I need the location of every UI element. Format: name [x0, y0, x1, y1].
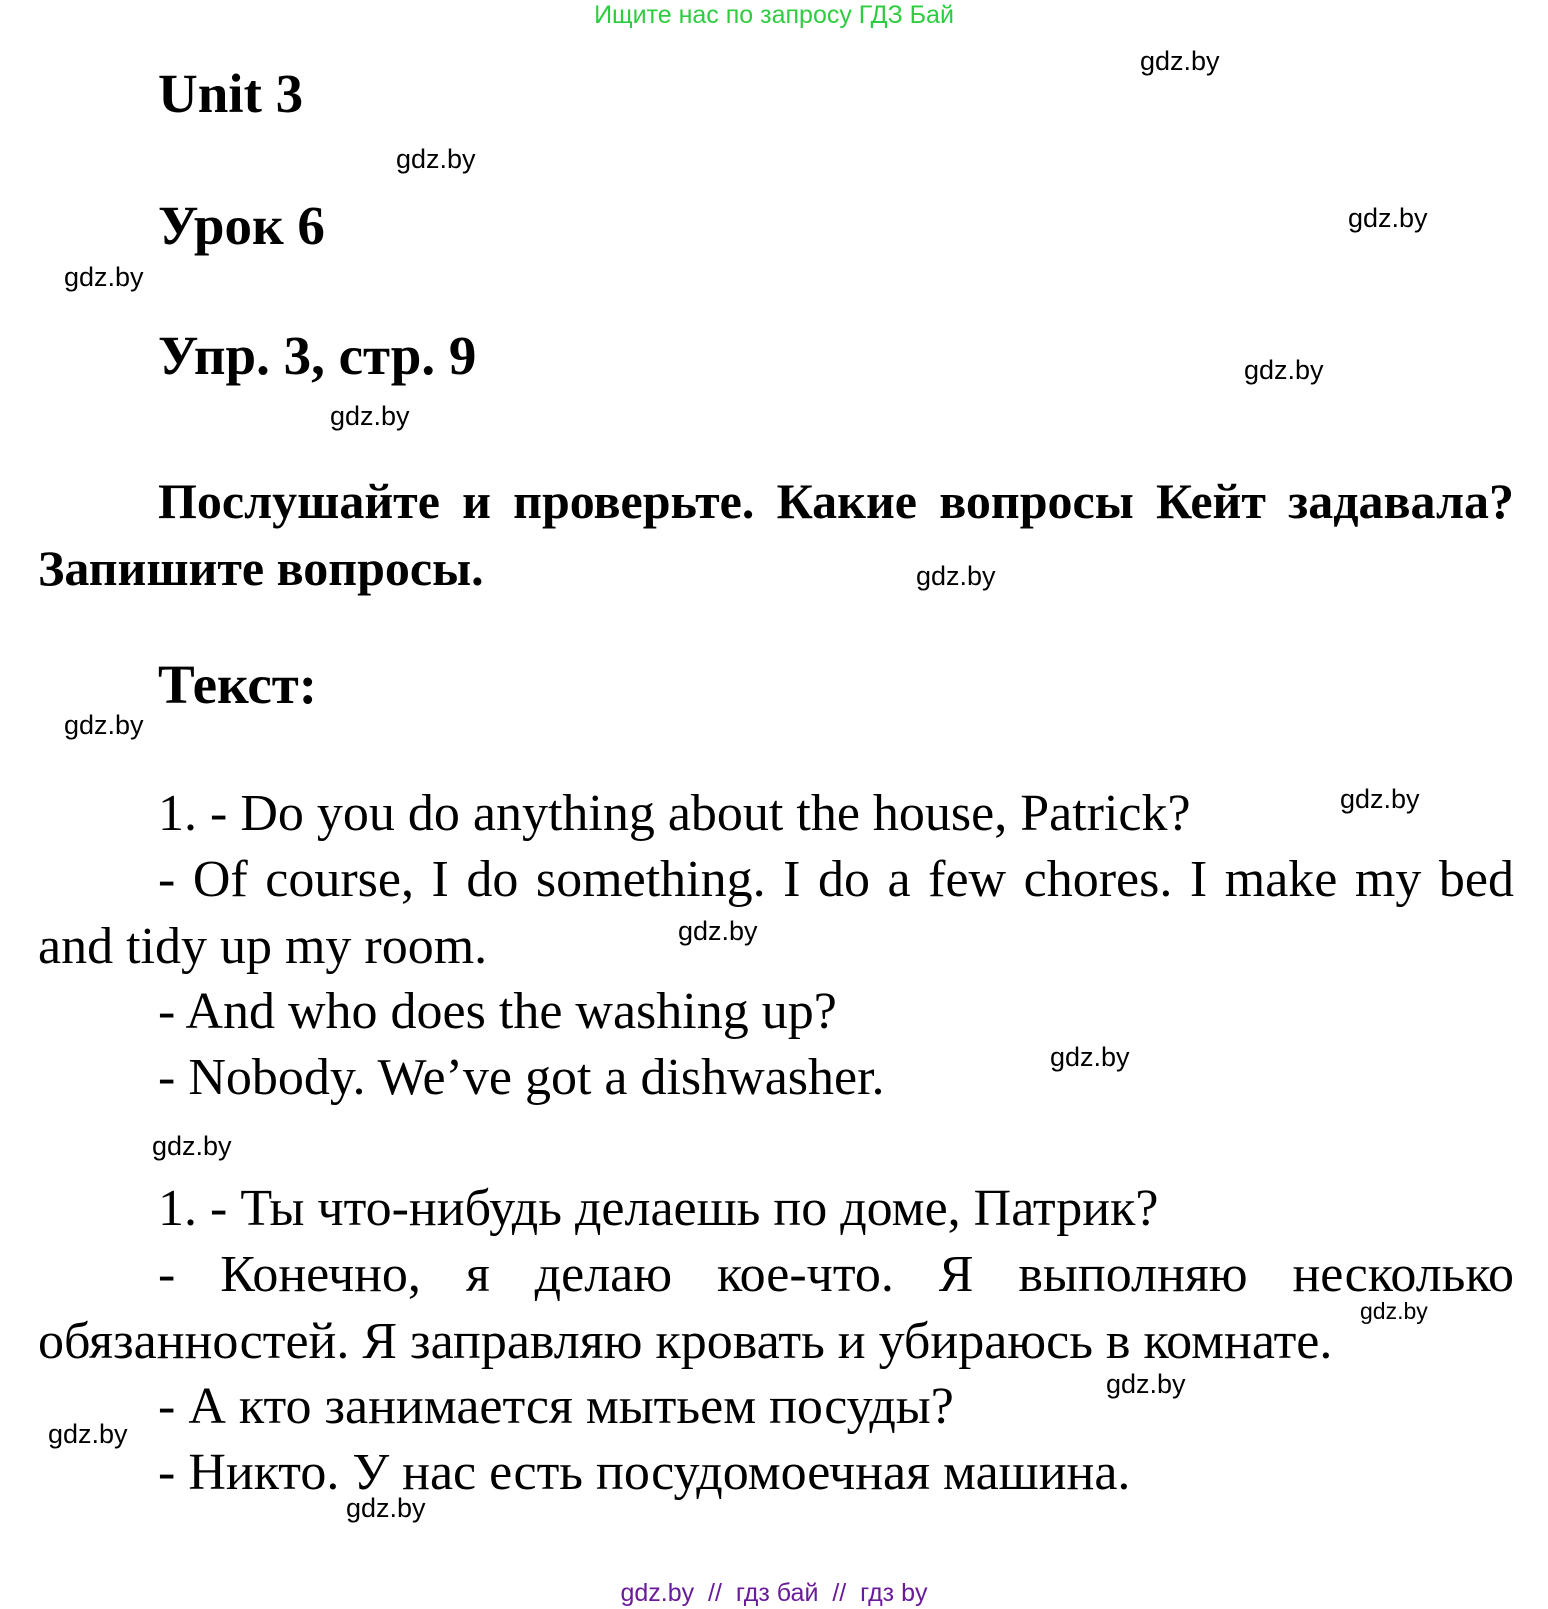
watermark: gdz.by — [1244, 355, 1324, 385]
watermark: gdz.by — [64, 262, 144, 292]
watermark: gdz.by — [346, 1493, 426, 1523]
russian-line-2: - Конечно, я делаю кое-что. Я выполняю несколько обязанностей. Я заправляю кровать и убираюсь в комнате. — [38, 1246, 1514, 1370]
russian-line-3: - А кто занимается мытьем посуды? — [158, 1378, 954, 1435]
watermark: gdz.by — [330, 401, 410, 431]
russian-line-1: 1. - Ты что-нибудь делаешь по доме, Патрик? — [158, 1180, 1159, 1237]
english-line-1: 1. - Do you do anything about the house, Patrick? — [158, 785, 1191, 842]
text-label: Текст: — [158, 654, 318, 715]
english-line-4: - Nobody. We’ve got a dishwasher. — [158, 1049, 885, 1106]
watermark: gdz.by — [396, 144, 476, 174]
watermark: gdz.by — [64, 710, 144, 740]
english-line-2: - Of course, I do something. I do a few chores. I make my bed and tidy up my room. — [38, 851, 1514, 975]
exercise-title: Упр. 3, стр. 9 — [158, 325, 477, 386]
watermark: gdz.by — [1140, 46, 1220, 76]
bottom-banner[interactable]: gdz.by // гдз бай // гдз by — [620, 1579, 928, 1607]
watermark: gdz.by — [1106, 1369, 1186, 1399]
watermark: gdz.by — [916, 561, 996, 591]
unit-title: Unit 3 — [158, 63, 304, 124]
english-line-3: - And who does the washing up? — [158, 983, 837, 1040]
watermark: gdz.by — [1340, 784, 1420, 814]
watermark: gdz.by — [152, 1131, 232, 1161]
watermark: gdz.by — [1348, 203, 1428, 233]
watermark: gdz.by — [1360, 1298, 1428, 1324]
watermark: gdz.by — [678, 916, 758, 946]
watermark: gdz.by — [48, 1419, 128, 1449]
lesson-title: Урок 6 — [158, 195, 325, 256]
watermark: gdz.by — [1050, 1042, 1130, 1072]
russian-line-4: - Никто. У нас есть посудомоечная машина. — [158, 1444, 1131, 1501]
top-banner[interactable]: Ищите нас по запросу ГДЗ Бай — [594, 1, 954, 29]
task-instruction: Послушайте и проверьте. Какие вопросы Кейт задавала? Запишите вопросы. — [38, 473, 1514, 596]
